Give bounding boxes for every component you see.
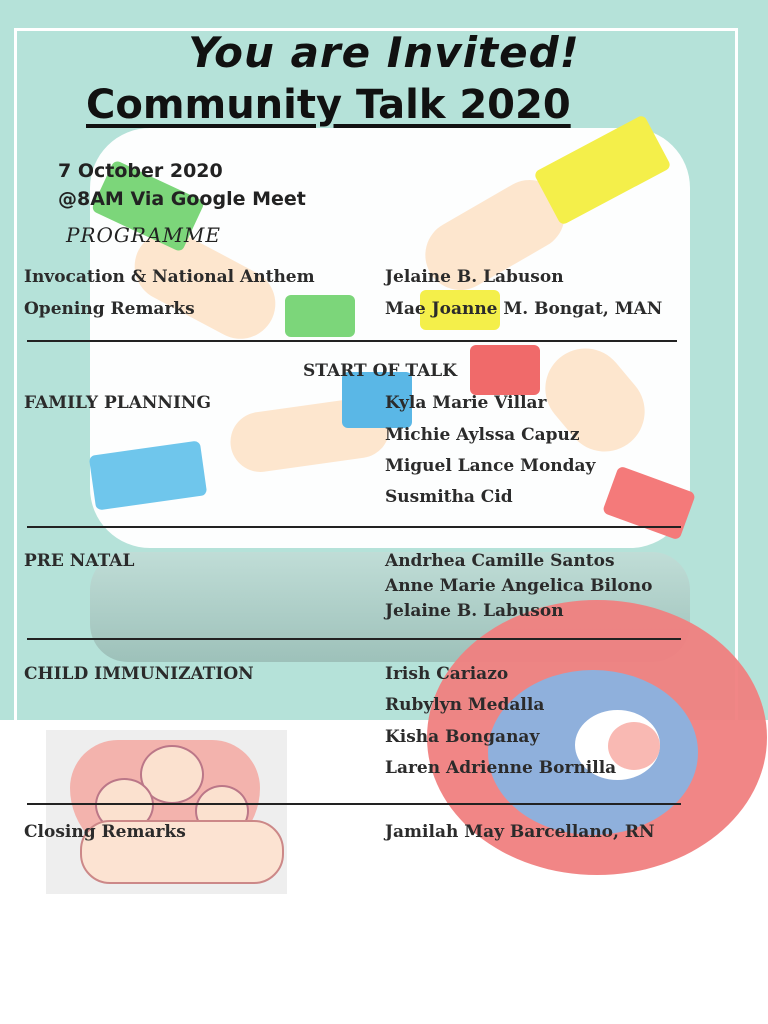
start-of-talk-label: START OF TALK xyxy=(302,361,458,381)
speaker: Michie Aylssa Capuz xyxy=(385,425,580,445)
speaker: Rubylyn Medalla xyxy=(385,695,545,715)
event-venue: @8AM Via Google Meet xyxy=(58,188,306,210)
event-date: 7 October 2020 xyxy=(58,160,223,182)
closing-part: Closing Remarks xyxy=(24,822,186,842)
opening-part: Opening Remarks xyxy=(24,299,195,319)
closing-person: Jamilah May Barcellano, RN xyxy=(385,822,655,842)
speaker: Irish Cariazo xyxy=(385,664,509,684)
divider xyxy=(27,340,677,342)
speaker: Miguel Lance Monday xyxy=(385,456,596,476)
speaker: Kyla Marie Villar xyxy=(385,393,547,413)
speaker: Laren Adrienne Bornilla xyxy=(385,758,617,778)
speaker: Susmitha Cid xyxy=(385,487,513,507)
topic-child-immunization: CHILD IMMUNIZATION xyxy=(24,664,254,684)
opening-person: Mae Joanne M. Bongat, MAN xyxy=(385,299,663,319)
divider xyxy=(27,526,681,528)
speaker: Andrhea Camille Santos xyxy=(385,551,615,571)
event-datetime xyxy=(58,157,306,213)
opening-person: Jelaine B. Labuson xyxy=(385,267,564,287)
event-title: Community Talk 2020 xyxy=(86,82,571,128)
divider xyxy=(27,638,681,640)
topic-pre-natal: PRE NATAL xyxy=(24,551,135,571)
invite-heading: You are Invited! xyxy=(188,28,580,77)
divider xyxy=(27,803,681,805)
speaker: Kisha Bonganay xyxy=(385,727,540,747)
programme-label: PROGRAMME xyxy=(66,223,221,247)
topic-family-planning: FAMILY PLANNING xyxy=(24,393,211,413)
speaker: Jelaine B. Labuson xyxy=(385,601,564,621)
speaker: Anne Marie Angelica Bilono xyxy=(385,576,653,596)
green-puzzle-icon xyxy=(285,295,355,337)
opening-part: Invocation & National Anthem xyxy=(24,267,315,287)
